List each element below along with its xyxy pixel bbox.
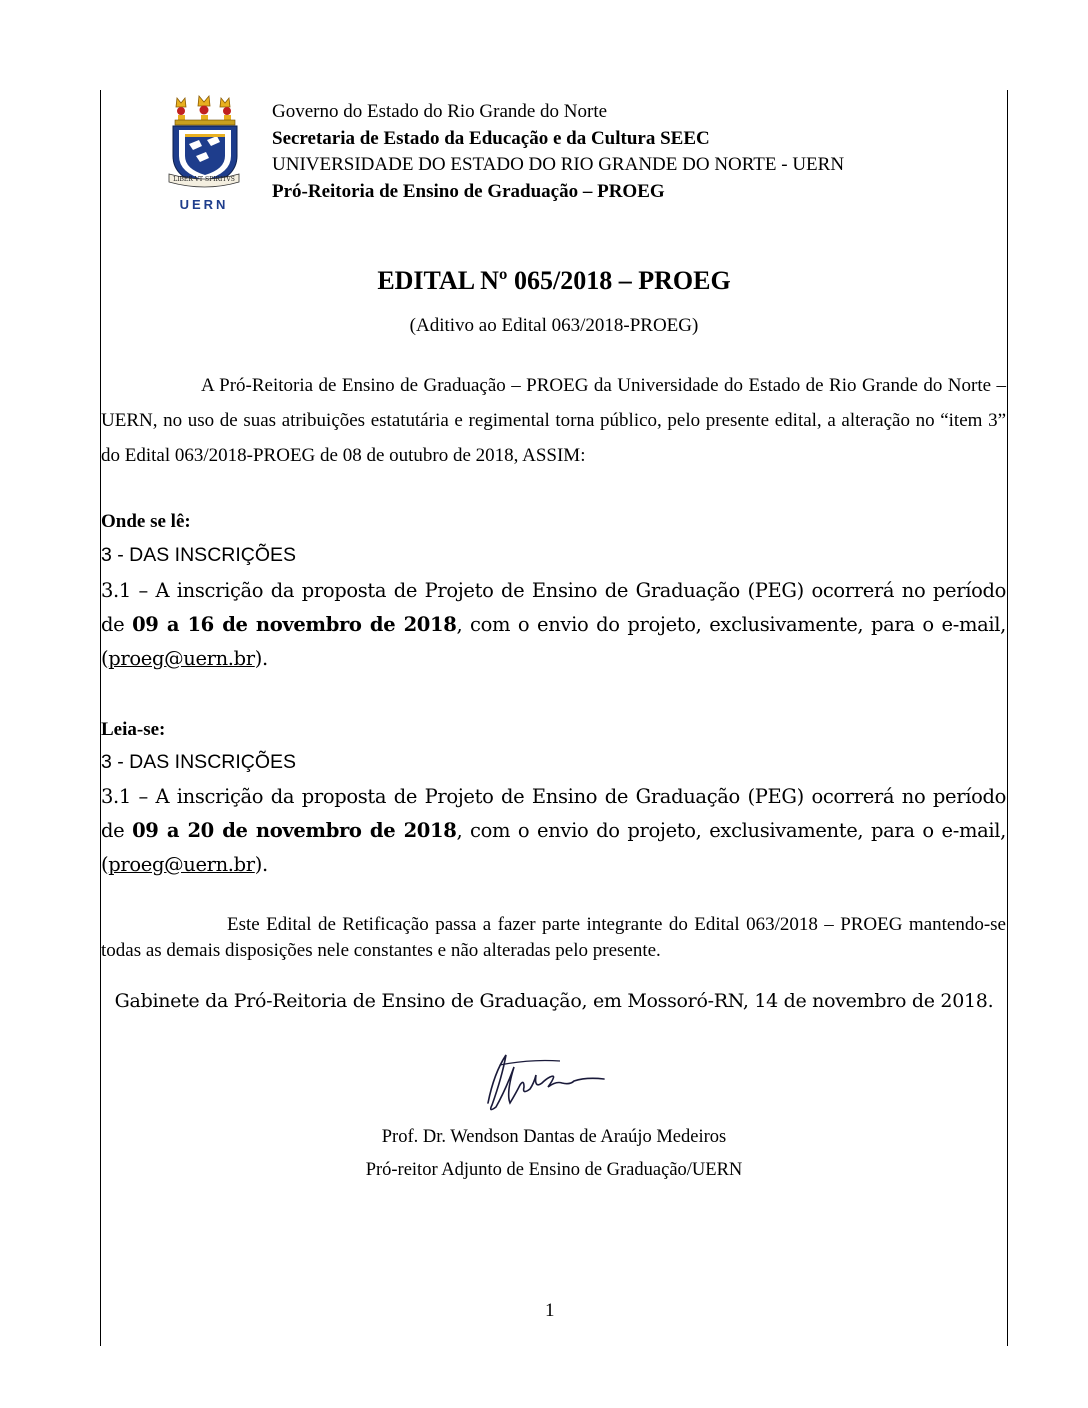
letterhead-university: UNIVERSIDADE DO ESTADO DO RIO GRANDE DO NORTE - UERN	[272, 154, 845, 175]
logo-name-text: UERN	[179, 197, 229, 212]
leia-section-heading: 3 - DAS INSCRIÇÕES	[101, 751, 297, 773]
uern-logo	[163, 92, 245, 214]
leia-dates: 09 a 20 de novembro de 2018	[132, 819, 457, 842]
onde-email-link[interactable]: proeg@uern.br	[108, 647, 255, 670]
leia-item-3-1	[101, 780, 1006, 882]
leia-email-link[interactable]: proeg@uern.br	[108, 853, 255, 876]
place-and-date: Gabinete da Pró-Reitoria de Ensino de Graduação, em Mossoró-RN, 14 de novembro de 2018.	[114, 990, 994, 1012]
signatory-name: Prof. Dr. Wendson Dantas de Araújo Medeiros	[381, 1127, 727, 1147]
page-number: 1	[545, 1300, 555, 1321]
onde-se-le-label: Onde se lê:	[101, 511, 191, 532]
onde-text-after: , com o envio do projeto, exclusivamente, para o e-mail, (	[101, 613, 1007, 670]
leia-end: ).	[254, 853, 268, 876]
onde-text-before: 3.1 – A inscrição da proposta de Projeto de Ensino de Graduação (PEG) ocorrerá no período de	[101, 579, 1006, 636]
handwritten-signature	[470, 1043, 640, 1123]
letterhead-secretariat: Secretaria de Estado da Educação e da Cultura SEEC	[272, 127, 710, 149]
onde-item-3-1	[101, 574, 1006, 676]
logo-ribbon-text: LIBER VT SPIRITVS	[173, 176, 235, 183]
letterhead-proeg: Pró-Reitoria de Ensino de Graduação – PROEG	[272, 180, 665, 202]
signatory-role: Pró-reitor Adjunto de Ensino de Graduação/UERN	[365, 1160, 743, 1180]
onde-dates: 09 a 16 de novembro de 2018	[132, 613, 457, 636]
edital-subtitle: (Aditivo ao Edital 063/2018-PROEG)	[409, 315, 699, 336]
intro-paragraph: A Pró-Reitoria de Ensino de Graduação – PROEG da Universidade do Estado de Rio Grande do Norte – UERN, no uso de suas atribuições estatutária e regimental torna público, pelo presente edital, a alteração no “item 3” do Edital 063/2018-PROEG de 08 de outubro de 2018, ASSIM:	[101, 375, 1006, 466]
letterhead	[272, 99, 844, 205]
leia-text-before: 3.1 – A inscrição da proposta de Projeto de Ensino de Graduação (PEG) ocorrerá no período de	[101, 785, 1006, 842]
onde-end: ).	[254, 647, 268, 670]
letterhead-government: Governo do Estado do Rio Grande do Norte	[272, 101, 608, 122]
onde-section-heading: 3 - DAS INSCRIÇÕES	[101, 544, 297, 566]
leia-text-after: , com o envio do projeto, exclusivamente, para o e-mail, (	[101, 819, 1007, 876]
edital-title: EDITAL Nº 065/2018 – PROEG	[377, 266, 731, 295]
leia-se-label: Leia-se:	[101, 719, 166, 740]
closing-paragraph: Este Edital de Retificação passa a fazer parte integrante do Edital 063/2018 – PROEG mantendo-se todas as demais disposições nele constantes e não alteradas pelo presente.	[101, 914, 1006, 961]
